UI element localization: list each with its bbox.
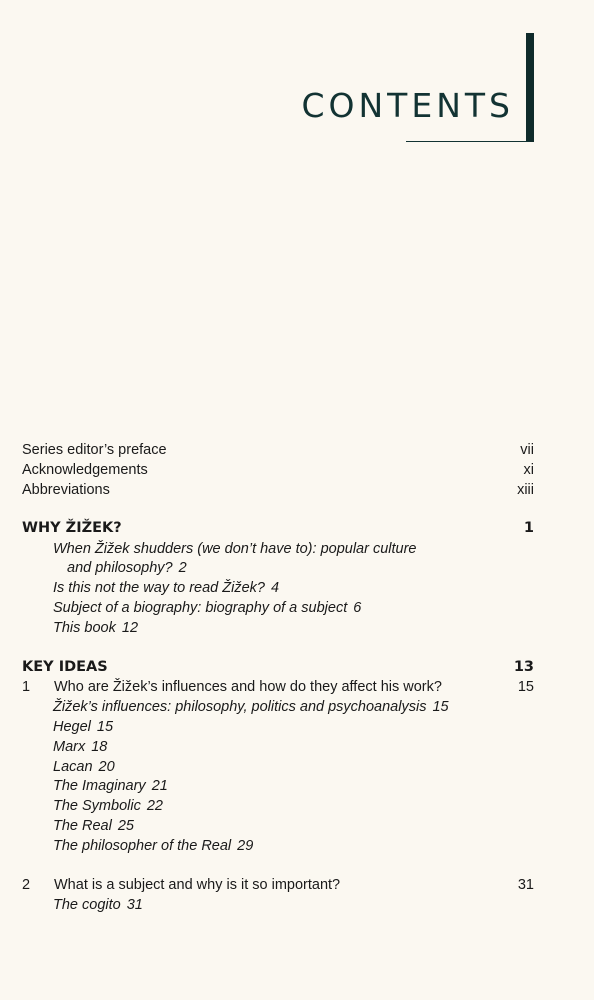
toc-subentry-line [53,895,143,915]
toc-entry-acknowledgements [22,460,534,480]
toc-entry-label: Series editor’s preface [22,442,167,458]
toc-subentry-page: 25 [117,818,134,834]
toc-subentry-page: 29 [237,838,254,854]
toc-subentry-line [53,598,361,618]
toc-subentry-label: This book [53,620,116,636]
toc-subentry [22,697,534,717]
toc-subentry-line [53,816,134,836]
toc-entry-page: vii [520,442,534,458]
toc-subentry-label: Žižek’s influences: philosophy, politics and psychoanalysis [53,699,427,715]
toc-entry-abbreviations [22,480,534,500]
toc-subentry-label: Is this not the way to read Žižek? [53,580,265,596]
toc-subentry-page: 4 [270,580,280,596]
toc-subentry-label: Lacan [53,759,93,775]
toc-subentry-label: Subject of a biography: biography of a subject [53,600,348,616]
toc-subentry-line [53,697,449,717]
chapter-entry-2 [22,875,534,895]
toc-subentry-line [53,737,107,757]
toc-subentry [22,737,534,757]
toc-subentry-page: 12 [121,620,139,636]
toc-subentry-line [53,836,253,856]
toc-subentry-label: Hegel [53,719,91,735]
chapter-title: Who are Žižek’s influences and how do they affect his work? [54,679,442,695]
toc-subentry-page: 18 [91,739,108,755]
toc-subentry [22,836,534,856]
toc-subentry [22,598,534,618]
part-heading-why-zizek [22,518,534,538]
toc-entry-page: xi [523,462,534,478]
toc-subentry-label: The Real [53,818,112,834]
toc-subentry-page: 6 [353,600,362,616]
toc-subentry-line [53,578,279,598]
part-page: 1 [523,520,534,536]
toc-subentry-label: The cogito [53,897,121,913]
toc-subentry [22,776,534,796]
chapter-page: 31 [517,877,534,893]
toc-subentry-continuation-line [67,558,187,578]
toc-subentry-page: 22 [146,798,163,814]
toc-subentry-page: 20 [98,759,115,775]
toc-subentry-line [53,757,115,777]
toc-subentry-label: The Imaginary [53,778,146,794]
toc-subentry-label: The philosopher of the Real [53,838,232,854]
toc-subentry [22,539,534,559]
toc-subentry [22,796,534,816]
part-heading-key-ideas [22,657,534,677]
toc-subentry-line [53,796,163,816]
toc-subentry-page: 15 [432,699,449,715]
toc-subentry [22,895,534,915]
toc-subentry [22,618,534,638]
toc-subentry [22,757,534,777]
toc-subentry-continuation [22,558,534,578]
toc-subentry-line [53,618,138,638]
toc-entry-label: Acknowledgements [22,462,148,478]
title-rule [406,141,530,142]
toc-subentry-page: 31 [126,897,143,913]
chapter-entry-1 [22,677,534,697]
part-page: 13 [513,659,534,675]
toc-subentry-line [53,776,168,796]
toc-subentry [22,578,534,598]
toc-subentry-page: 21 [151,778,168,794]
toc-subentry-label: and philosophy? [67,560,173,576]
toc-entry-series-editors-preface [22,440,534,460]
toc-subentry-label: The Symbolic [53,798,141,814]
chapter-number: 2 [22,877,31,893]
toc-subentry [22,717,534,737]
toc-entry-label: Abbreviations [22,482,110,498]
part-title: WHY ŽIŽEK? [22,520,122,536]
part-title: KEY IDEAS [22,659,108,675]
toc-subentry-page: 15 [96,719,114,735]
chapter-page: 15 [517,679,534,695]
page-title: CONTENTS [301,86,514,125]
toc-entry-page: xiii [517,482,534,498]
toc-subentry-label: Marx [53,739,86,755]
toc-subentry-label: When Žižek shudders (we don’t have to): popular culture [53,541,417,557]
chapter-number: 1 [22,679,31,695]
toc-subentry-page: 2 [178,560,187,576]
toc-subentry [22,816,534,836]
toc-subentry-line [53,717,113,737]
chapter-title: What is a subject and why is it so important? [54,877,341,893]
title-bar [526,33,534,142]
